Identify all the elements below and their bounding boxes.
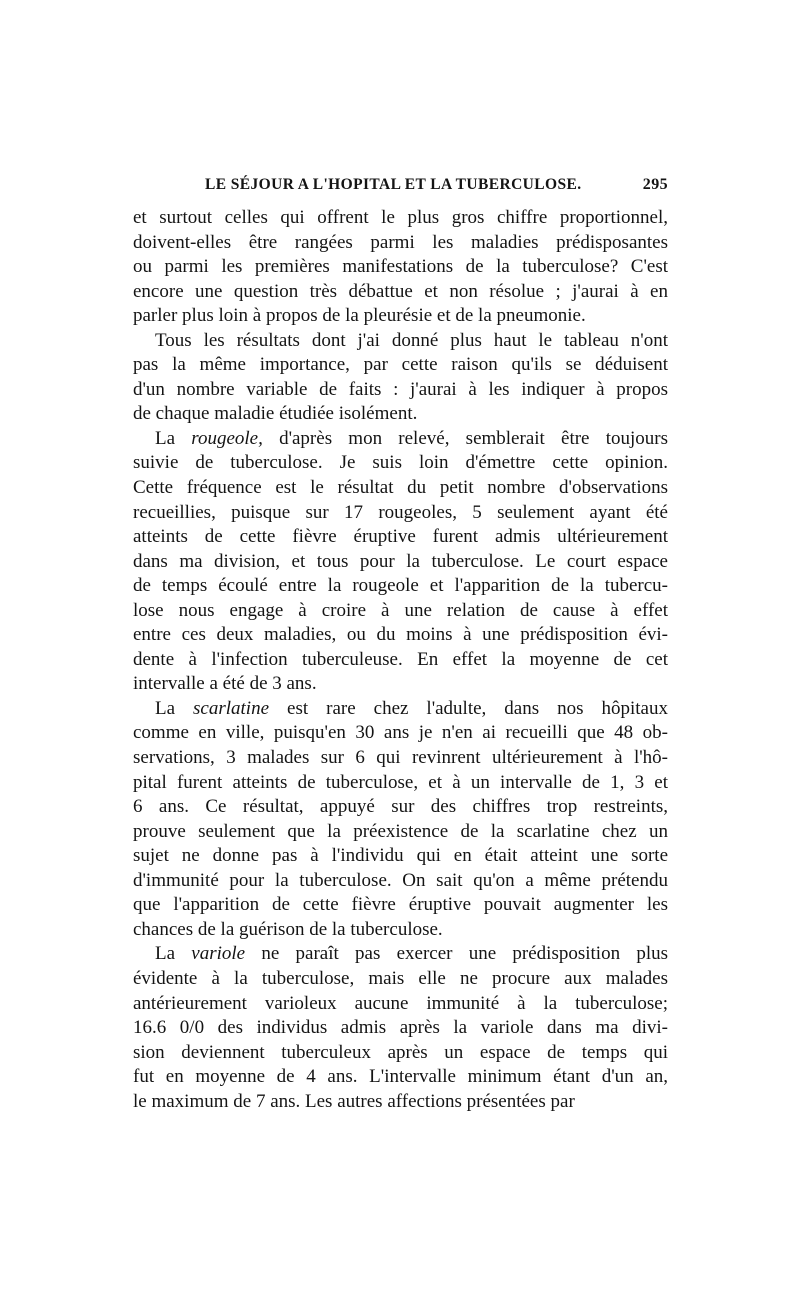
text-line: doivent-elles être rangées parmi les maladies prédisposantes bbox=[133, 231, 668, 253]
text-line: ou parmi les premières manifestations de la tuberculose? C'est bbox=[133, 256, 668, 278]
text-run: d'après mon relevé, semblerait être toujours bbox=[262, 427, 668, 449]
text-line: Cette fréquence est le résultat du petit nombre d'observations bbox=[133, 477, 668, 499]
italic-term: rougeole, bbox=[191, 427, 263, 449]
paragraph bbox=[133, 329, 668, 427]
text-line: dente à l'infection tuberculeuse. En effet la moyenne de cet bbox=[133, 648, 668, 670]
italic-term: variole bbox=[191, 943, 246, 965]
text-line: comme en ville, puisqu'en 30 ans je n'en ai recueilli que 48 ob- bbox=[133, 722, 668, 744]
text-line: de temps écoulé entre la rougeole et l'apparition de la tubercu- bbox=[133, 575, 668, 597]
text-line bbox=[133, 942, 668, 967]
text-line: parler plus loin à propos de la pleurésie et de la pneumonie. bbox=[133, 305, 586, 327]
text-run: est rare chez l'adulte, dans nos hôpitaux bbox=[269, 697, 668, 719]
paragraph bbox=[133, 697, 668, 942]
text-line: encore une question très débattue et non résolue ; j'aurai à en bbox=[133, 280, 668, 302]
running-head bbox=[133, 176, 668, 198]
text-line: atteints de cette fièvre éruptive furent admis ultérieurement bbox=[133, 526, 668, 548]
paragraph bbox=[133, 427, 668, 697]
paragraph bbox=[133, 206, 668, 329]
text-line: que l'apparition de cette fièvre éruptive pouvait augmenter les bbox=[133, 894, 668, 916]
text-run: ne paraît pas exercer une prédisposition plus bbox=[245, 943, 668, 965]
text-line: sujet ne donne pas à l'individu qui en était atteint une sorte bbox=[133, 845, 668, 867]
text-line: servations, 3 malades sur 6 qui revinrent ultérieurement à l'hô- bbox=[133, 747, 668, 769]
text-line: dans ma division, et tous pour la tuberculose. Le court espace bbox=[133, 550, 668, 572]
body-text bbox=[133, 206, 668, 1114]
text-line: 6 ans. Ce résultat, appuyé sur des chiffres trop restreints, bbox=[133, 796, 668, 818]
text-line: suivie de tuberculose. Je suis loin d'émettre cette opinion. bbox=[133, 452, 668, 474]
text-line: et surtout celles qui offrent le plus gros chiffre proportionnel, bbox=[133, 207, 668, 228]
text-run: La bbox=[155, 697, 194, 719]
text-line: antérieurement varioleux aucune immunité à la tuberculose; bbox=[133, 992, 668, 1014]
text-line: chances de la guérison de la tuberculose. bbox=[133, 918, 443, 940]
page-number: 295 bbox=[642, 176, 668, 193]
running-title: LE SÉJOUR A L'HOPITAL ET LA TUBERCULOSE. bbox=[205, 176, 582, 193]
text-line: d'immunité pour la tuberculose. On sait qu'on a même prétendu bbox=[133, 869, 668, 891]
text-line bbox=[133, 427, 668, 452]
text-line: recueillies, puisque sur 17 rougeoles, 5 seulement ayant été bbox=[133, 501, 668, 523]
text-line: pas la même importance, par cette raison qu'ils se déduisent bbox=[133, 354, 668, 376]
text-line bbox=[133, 697, 668, 722]
italic-term: scarlatine bbox=[193, 697, 270, 719]
text-line: entre ces deux maladies, ou du moins à une prédisposition évi- bbox=[133, 624, 668, 646]
text-run: La bbox=[155, 943, 192, 965]
text-line: le maximum de 7 ans. Les autres affections présentées par bbox=[133, 1090, 575, 1112]
text-line: d'un nombre variable de faits : j'aurai à les indiquer à propos bbox=[133, 378, 668, 400]
text-line: Tous les résultats dont j'ai donné plus haut le tableau n'ont bbox=[155, 329, 668, 351]
text-line: 16.6 0/0 des individus admis après la variole dans ma divi- bbox=[133, 1017, 668, 1039]
text-line: de chaque maladie étudiée isolément. bbox=[133, 403, 418, 425]
text-line: pital furent atteints de tuberculose, et à un intervalle de 1, 3 et bbox=[133, 771, 668, 793]
text-line: fut en moyenne de 4 ans. L'intervalle minimum étant d'un an, bbox=[133, 1066, 668, 1088]
text-line: sion deviennent tuberculeux après un espace de temps qui bbox=[133, 1041, 668, 1063]
text-run: La bbox=[155, 427, 192, 449]
text-line: prouve seulement que la préexistence de la scarlatine chez un bbox=[133, 820, 668, 842]
text-line: intervalle a été de 3 ans. bbox=[133, 673, 317, 695]
text-line: lose nous engage à croire à une relation de cause à effet bbox=[133, 599, 668, 621]
text-line: évidente à la tuberculose, mais elle ne procure aux malades bbox=[133, 967, 668, 989]
paragraph bbox=[133, 942, 668, 1114]
